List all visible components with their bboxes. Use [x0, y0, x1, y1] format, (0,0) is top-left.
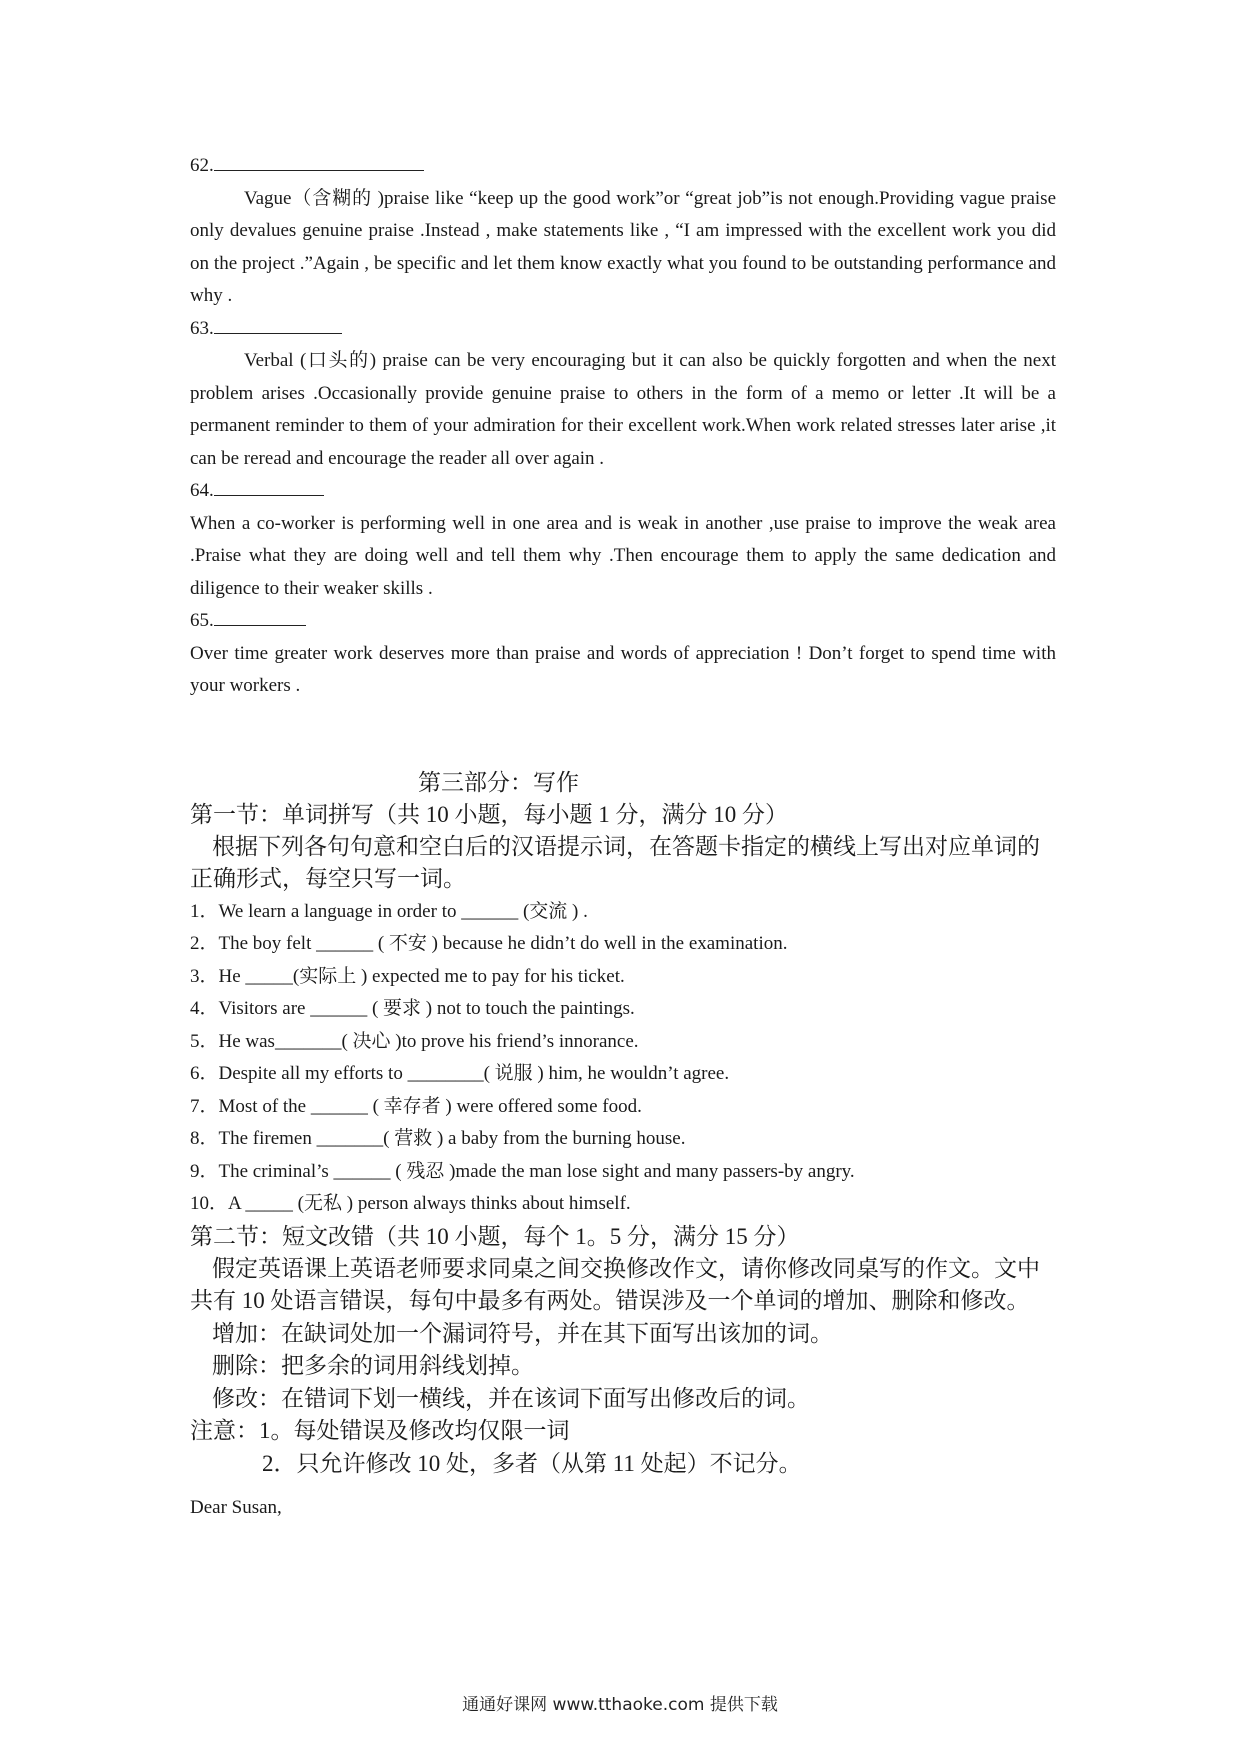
section2-instruction: 假定英语课上英语老师要求同桌之间交换修改作文，请你修改同桌写的作文。文中共有 10 处语言错误，每句中最多有两处。错误涉及一个单词的增加、删除和修改。 [190, 1255, 1040, 1313]
reading-section [190, 150, 1056, 703]
spelling-item-6: 6．Despite all my efforts to ________( 说服 ) him, he wouldn’t agree. [190, 1063, 730, 1084]
paragraph-63: Verbal (口头的) praise can be very encouraging but it can also be quickly forgotten and when the next problem arises .Occasionally provide genuine praise to others in the form of a memo or letter .It will be a permanent reminder to them of your admiration for their excellent work.When work related stresses later arise ,it can be reread and encourage the reader all over again . [190, 350, 1056, 469]
spelling-item-4: 4．Visitors are ______ ( 要求 ) not to touch the paintings. [190, 998, 635, 1019]
question-65-number: 65. [190, 610, 214, 631]
question-62-number: 62. [190, 155, 214, 176]
spelling-item-3: 3．He _____(实际上 ) expected me to pay for his ticket. [190, 965, 625, 987]
paragraph-64: When a co-worker is performing well in one area and is weak in another ,use praise to improve the weak area .Praise what they are doing well and tell them why .Then encourage them to apply the same dedication and diligence to their weaker skills . [190, 512, 1056, 599]
spelling-item-9: 9．The criminal’s ______ ( 残忍 )made the man lose sight and many passers-by angry. [190, 1160, 855, 1182]
section1-instruction: 根据下列各句句意和空白后的汉语提示词，在答题卡指定的横线上写出对应单词的正确形式，每空只写一词。 [190, 833, 1040, 891]
writing-section [190, 767, 1056, 1525]
paragraph-65: Over time greater work deserves more than praise and words of appreciation ! Don’t forget to spend time with your workers . [190, 642, 1056, 696]
letter-salutation: Dear Susan, [190, 1497, 282, 1518]
question-65-blank [214, 605, 306, 626]
question-64-number: 64. [190, 480, 214, 501]
paragraph-62: Vague（含糊的 )praise like “keep up the good work”or “great job”is not enough.Providing vague praise only devalues genuine praise .Instead , make statements like , “I am impressed with the excellent work you did on the project .”Again , be specific and let them know exactly what you found to be outstanding performance and why . [190, 187, 1056, 306]
spelling-item-1: 1．We learn a language in order to ______ (交流 ) . [190, 900, 588, 922]
section2-note-2: 2．只允许修改 10 处，多者（从第 11 处起）不记分。 [262, 1450, 802, 1476]
page-footer: 通通好课网 www.tthaoke.com 提供下载 [462, 1695, 778, 1715]
spelling-item-5: 5．He was_______( 决心 )to prove his friend’s innorance. [190, 1030, 639, 1052]
spelling-item-2: 2．The boy felt ______ ( 不安 ) because he didn’t do well in the examination. [190, 933, 788, 954]
question-62-blank [214, 150, 424, 171]
question-63-blank [214, 313, 342, 334]
exam-page [190, 150, 1056, 1525]
section1-heading: 第一节：单词拼写（共 10 小题，每小题 1 分，满分 10 分） [190, 801, 788, 827]
section2-add-rule: 增加：在缺词处加一个漏词符号，并在其下面写出该加的词。 [212, 1320, 833, 1346]
question-64-blank [214, 475, 324, 496]
question-62-header [190, 150, 1056, 183]
section2-note-1: 注意：1。每处错误及修改均仅限一词 [190, 1418, 570, 1443]
section2-heading: 第二节：短文改错（共 10 小题，每个 1。5 分，满分 15 分） [190, 1223, 800, 1249]
question-63-header [190, 313, 1056, 346]
question-65-header [190, 605, 1056, 638]
writing-title: 第三部分：写作 [418, 769, 579, 795]
spelling-item-8: 8．The firemen _______( 营救 ) a baby from the burning house. [190, 1128, 686, 1149]
spelling-item-7: 7．Most of the ______ ( 幸存者 ) were offered some food. [190, 1095, 642, 1117]
section2-delete-rule: 删除：把多余的词用斜线划掉。 [212, 1353, 534, 1378]
question-63-number: 63. [190, 317, 214, 339]
spelling-item-10: 10．A _____ (无私 ) person always thinks about himself. [190, 1193, 631, 1214]
section2-modify-rule: 修改：在错词下划一横线，并在该词下面写出修改后的词。 [212, 1385, 810, 1411]
spelling-list [190, 896, 1056, 1221]
question-64-header [190, 475, 1056, 508]
